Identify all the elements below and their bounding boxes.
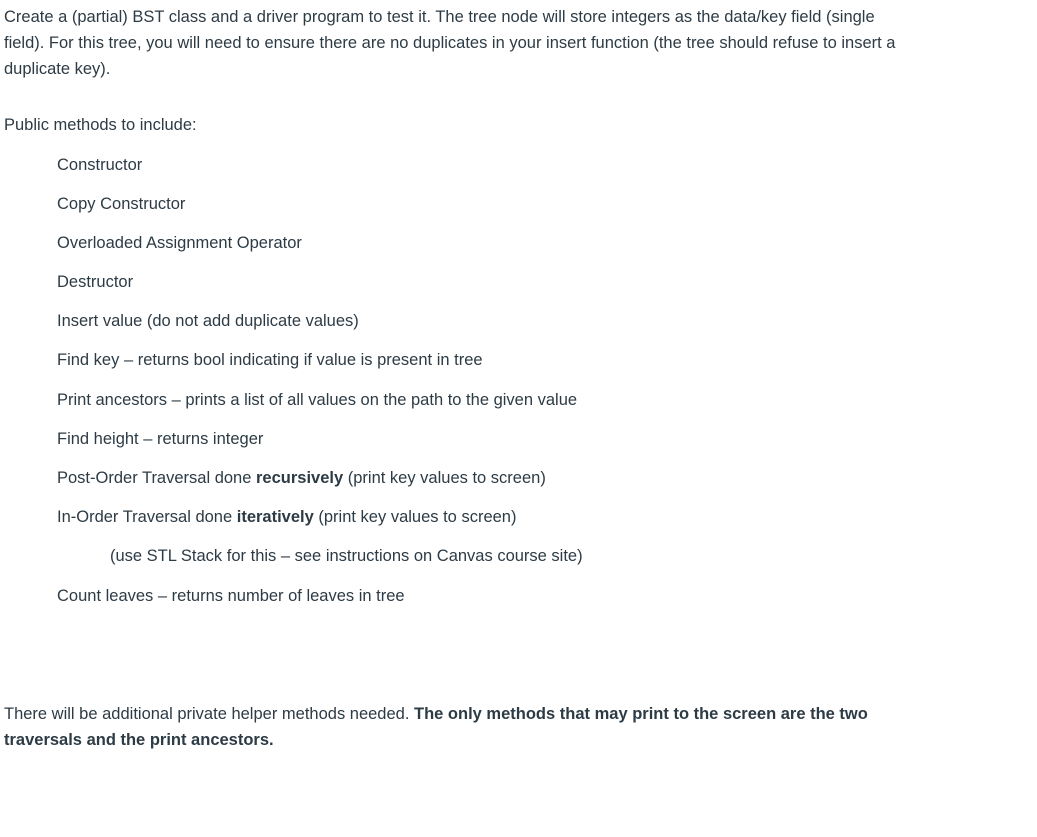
inorder-stack-note: (use STL Stack for this – see instructions on Canvas course site): [110, 547, 583, 565]
method-destructor: Destructor: [57, 273, 134, 291]
postorder-prefix: Post-Order Traversal done: [57, 469, 256, 487]
inorder-emphasis: iteratively: [236, 508, 314, 526]
method-inorder-traversal: [57, 505, 516, 529]
public-methods-heading: Public methods to include:: [4, 116, 197, 134]
inorder-prefix: In-Order Traversal done: [57, 508, 237, 526]
method-print-ancestors: Print ancestors – prints a list of all values on the path to the given value: [57, 391, 578, 409]
postorder-emphasis: recursively: [256, 469, 344, 487]
outro-prefix: There will be additional private helper methods needed.: [4, 705, 415, 723]
method-copy-constructor: Copy Constructor: [57, 195, 186, 213]
outro-emphasis: The only methods that may print to the screen are the two traversals and the print ancestors.: [4, 705, 868, 749]
method-find-key: Find key – returns bool indicating if value is present in tree: [57, 351, 483, 369]
method-constructor: Constructor: [57, 156, 143, 174]
method-insert: Insert value (do not add duplicate values): [57, 312, 359, 330]
method-count-leaves: Count leaves – returns number of leaves in tree: [57, 587, 405, 605]
method-overloaded-assignment: Overloaded Assignment Operator: [57, 234, 302, 252]
method-find-height: Find height – returns integer: [57, 430, 264, 448]
assignment-document: [4, 4, 1004, 749]
outro-paragraph: [4, 701, 919, 753]
method-postorder-traversal: [57, 466, 546, 490]
intro-paragraph: Create a (partial) BST class and a driver program to test it. The tree node will store integers as the data/key field (single field). For this tree, you will need to ensure there are no duplicates in your insert function (the tree should refuse to insert a duplicate key).: [4, 8, 896, 78]
postorder-suffix: (print key values to screen): [343, 469, 546, 487]
inorder-suffix: (print key values to screen): [313, 508, 517, 526]
